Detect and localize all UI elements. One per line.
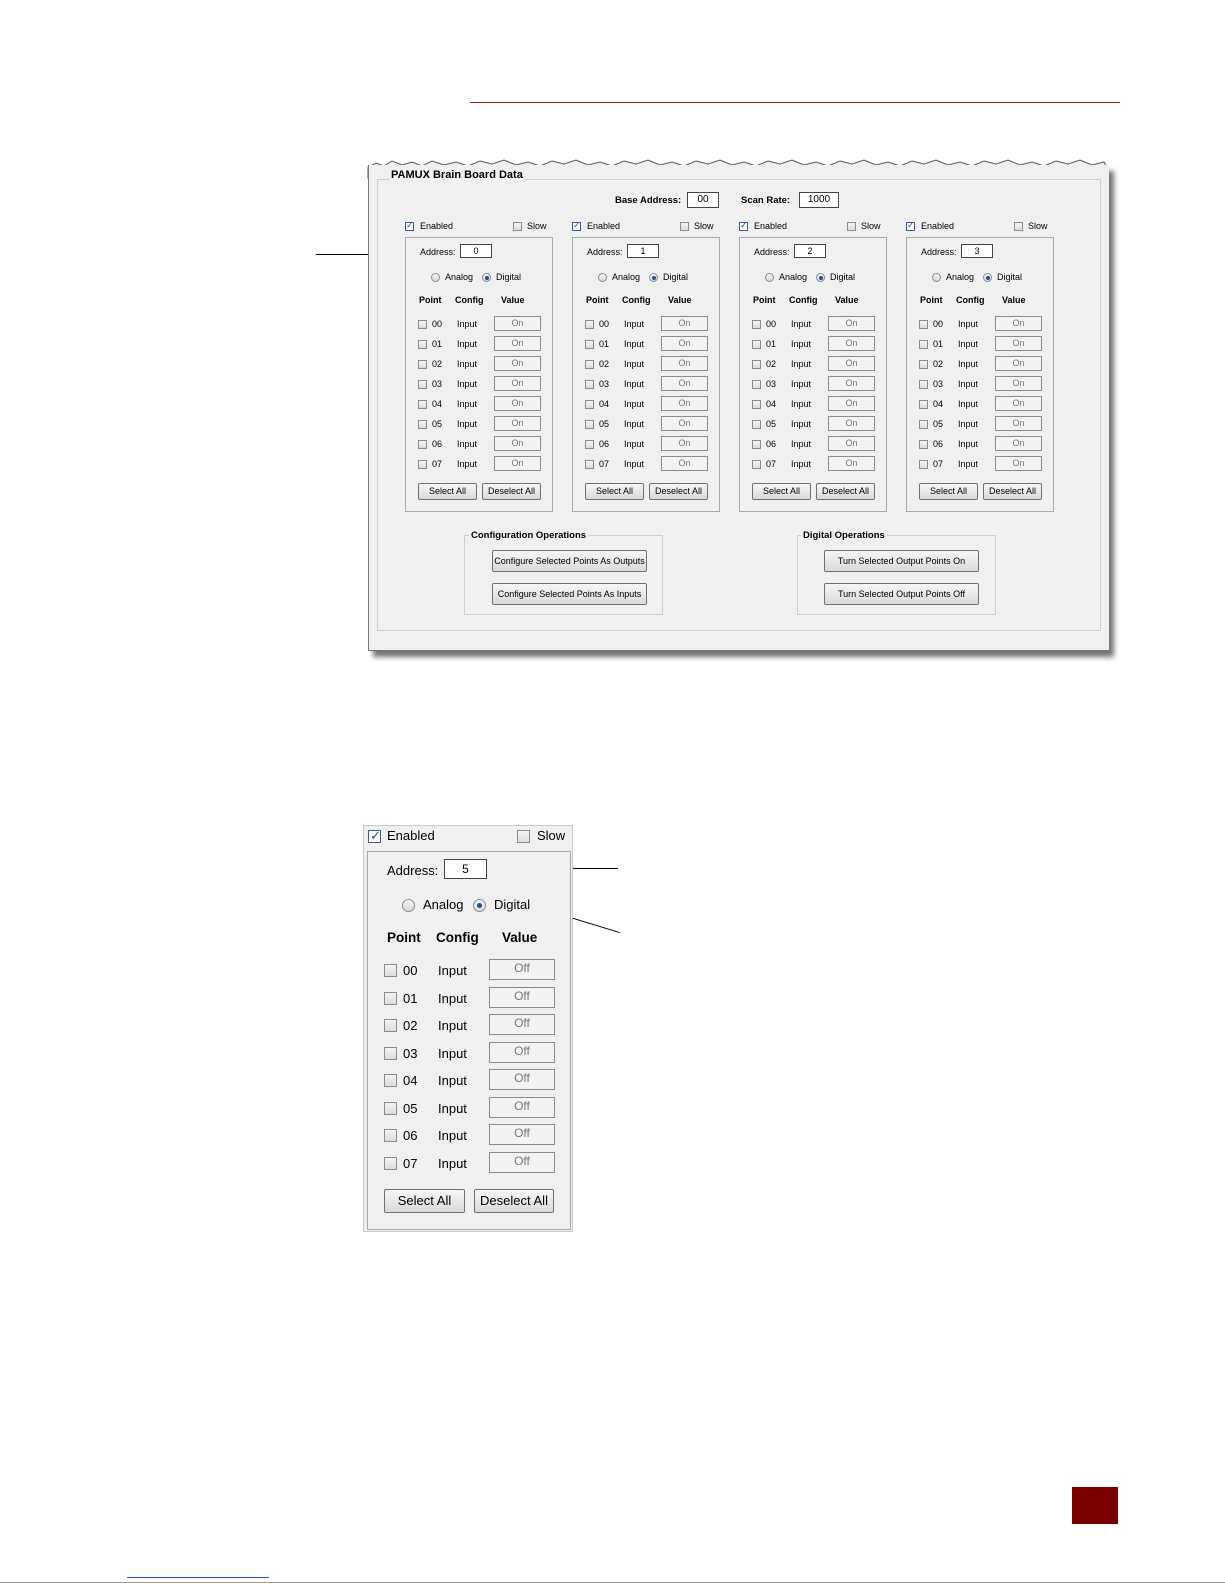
base-address-label: Base Address: xyxy=(615,195,682,206)
point-config: Input xyxy=(457,459,478,469)
analog-radio[interactable] xyxy=(402,899,415,912)
point-number: 07 xyxy=(766,459,777,469)
point-value: On xyxy=(661,436,708,451)
point-config: Input xyxy=(457,419,478,429)
point-config: Input xyxy=(958,439,979,449)
point-value: On xyxy=(494,436,541,451)
point-config: Input xyxy=(791,319,812,329)
point-checkbox[interactable] xyxy=(752,460,761,469)
select-all-button[interactable]: Select All xyxy=(752,483,811,500)
point-value: On xyxy=(661,316,708,331)
digital-ops-title: Digital Operations xyxy=(803,530,885,541)
point-checkbox[interactable] xyxy=(418,460,427,469)
point-checkbox[interactable] xyxy=(752,360,761,369)
select-all-button[interactable]: Select All xyxy=(418,483,477,500)
point-value: On xyxy=(995,376,1042,391)
point-config: Input xyxy=(624,459,645,469)
point-config: Input xyxy=(438,1100,467,1116)
point-config: Input xyxy=(457,439,478,449)
point-config: Input xyxy=(438,1155,467,1171)
group-title: PAMUX Brain Board Data xyxy=(391,169,523,181)
point-value: On xyxy=(494,356,541,371)
point-number: 02 xyxy=(432,359,443,369)
point-config: Input xyxy=(438,1045,467,1061)
point-value: On xyxy=(828,356,875,371)
point-checkbox[interactable] xyxy=(418,320,427,329)
point-checkbox[interactable] xyxy=(585,400,594,409)
analog-label: Analog xyxy=(946,272,975,282)
address-input[interactable]: 5 xyxy=(444,859,487,879)
zoomed-panel-window xyxy=(363,825,573,1232)
point-checkbox[interactable] xyxy=(752,400,761,409)
slow-checkbox[interactable] xyxy=(513,222,522,231)
slow-checkbox[interactable] xyxy=(517,830,530,843)
point-value: On xyxy=(661,396,708,411)
analog-radio[interactable] xyxy=(765,273,774,282)
col-point-header: Point xyxy=(586,295,609,305)
point-config: Input xyxy=(457,339,478,349)
point-checkbox[interactable] xyxy=(919,460,928,469)
enabled-label: Enabled xyxy=(387,828,435,843)
point-config: Input xyxy=(457,399,478,409)
select-all-button[interactable]: Select All xyxy=(384,1189,465,1213)
digital-radio[interactable] xyxy=(482,273,491,282)
digital-label: Digital xyxy=(830,272,856,282)
point-number: 03 xyxy=(432,379,443,389)
point-number: 00 xyxy=(403,963,418,978)
point-config: Input xyxy=(624,399,645,409)
analog-label: Analog xyxy=(423,897,464,912)
digital-label: Digital xyxy=(494,897,531,912)
enabled-checkbox[interactable] xyxy=(739,222,748,231)
point-checkbox[interactable] xyxy=(752,420,761,429)
point-checkbox[interactable] xyxy=(919,340,928,349)
address-label: Address: xyxy=(387,863,439,878)
point-number: 01 xyxy=(933,339,944,349)
address-label: Address: xyxy=(420,247,456,257)
point-number: 02 xyxy=(933,359,944,369)
point-number: 04 xyxy=(432,399,443,409)
col-point-header: Point xyxy=(419,295,442,305)
point-config: Input xyxy=(457,319,478,329)
point-number: 00 xyxy=(599,319,610,329)
point-checkbox[interactable] xyxy=(919,400,928,409)
enabled-label: Enabled xyxy=(420,221,454,231)
point-value: On xyxy=(995,456,1042,471)
header-rule xyxy=(470,102,1120,103)
point-config: Input xyxy=(958,419,979,429)
point-value: On xyxy=(828,396,875,411)
point-number: 06 xyxy=(766,439,777,449)
point-value: On xyxy=(661,376,708,391)
digital-label: Digital xyxy=(997,272,1023,282)
digital-radio[interactable] xyxy=(649,273,658,282)
point-config: Input xyxy=(438,963,467,978)
point-value: Off xyxy=(489,987,555,1008)
point-checkbox[interactable] xyxy=(752,380,761,389)
point-checkbox[interactable] xyxy=(919,380,928,389)
col-value-header: Value xyxy=(501,295,525,305)
point-checkbox[interactable] xyxy=(418,380,427,389)
enabled-checkbox[interactable] xyxy=(906,222,915,231)
point-number: 05 xyxy=(933,419,944,429)
col-config-header: Config xyxy=(622,295,651,305)
address-input[interactable]: 3 xyxy=(961,244,993,258)
point-config: Input xyxy=(438,1073,467,1088)
point-value: On xyxy=(494,396,541,411)
deselect-all-button[interactable]: Deselect All xyxy=(983,483,1042,500)
point-value: On xyxy=(661,356,708,371)
analog-radio[interactable] xyxy=(932,273,941,282)
point-checkbox[interactable] xyxy=(752,340,761,349)
point-value: Off xyxy=(489,1069,555,1090)
configure-inputs-button[interactable]: Configure Selected Points As Inputs xyxy=(492,583,647,605)
point-value: On xyxy=(494,416,541,431)
point-checkbox[interactable] xyxy=(585,440,594,449)
point-checkbox[interactable] xyxy=(418,400,427,409)
point-number: 00 xyxy=(432,319,443,329)
point-number: 02 xyxy=(403,1018,418,1033)
point-config: Input xyxy=(624,439,645,449)
point-number: 04 xyxy=(766,399,777,409)
point-config: Input xyxy=(791,399,812,409)
point-number: 00 xyxy=(766,319,777,329)
turn-outputs-off-button[interactable]: Turn Selected Output Points Off xyxy=(824,583,979,605)
point-number: 07 xyxy=(599,459,610,469)
point-number: 01 xyxy=(766,339,777,349)
point-config: Input xyxy=(791,439,812,449)
point-number: 05 xyxy=(432,419,443,429)
point-value: Off xyxy=(489,1097,555,1118)
point-checkbox[interactable] xyxy=(919,360,928,369)
point-config: Input xyxy=(958,359,979,369)
col-config-header: Config xyxy=(455,295,484,305)
point-number: 07 xyxy=(403,1155,418,1171)
point-checkbox[interactable] xyxy=(752,320,761,329)
point-value: Off xyxy=(489,1152,555,1173)
point-number: 05 xyxy=(403,1100,418,1116)
point-value: Off xyxy=(489,1014,555,1035)
point-value: On xyxy=(494,376,541,391)
point-number: 04 xyxy=(403,1073,418,1088)
point-checkbox[interactable] xyxy=(384,964,397,977)
point-number: 04 xyxy=(933,399,944,409)
point-config: Input xyxy=(958,459,979,469)
point-checkbox[interactable] xyxy=(418,420,427,429)
point-number: 07 xyxy=(432,459,443,469)
point-config: Input xyxy=(438,1128,467,1143)
point-checkbox[interactable] xyxy=(384,992,397,1005)
scan-rate-label: Scan Rate: xyxy=(741,195,791,206)
scan-rate-input[interactable]: 1000 xyxy=(799,192,839,208)
analog-radio[interactable] xyxy=(431,273,440,282)
point-config: Input xyxy=(958,399,979,409)
point-checkbox[interactable] xyxy=(585,320,594,329)
slow-label: Slow xyxy=(1028,221,1048,231)
point-number: 04 xyxy=(599,399,610,409)
address-input[interactable]: 2 xyxy=(794,244,826,258)
slow-checkbox[interactable] xyxy=(680,222,689,231)
point-config: Input xyxy=(457,359,478,369)
point-value: Off xyxy=(489,1124,555,1145)
enabled-checkbox[interactable] xyxy=(572,222,581,231)
point-checkbox[interactable] xyxy=(384,1129,397,1142)
point-number: 05 xyxy=(766,419,777,429)
point-config: Input xyxy=(624,319,645,329)
point-config: Input xyxy=(791,419,812,429)
deselect-all-button[interactable]: Deselect All xyxy=(474,1189,554,1213)
point-config: Input xyxy=(958,339,979,349)
point-value: On xyxy=(995,396,1042,411)
point-number: 03 xyxy=(933,379,944,389)
point-checkbox[interactable] xyxy=(585,380,594,389)
point-number: 06 xyxy=(599,439,610,449)
point-number: 07 xyxy=(933,459,944,469)
select-all-button[interactable]: Select All xyxy=(585,483,644,500)
configure-outputs-button[interactable]: Configure Selected Points As Outputs xyxy=(492,550,647,572)
col-point-header: Point xyxy=(753,295,776,305)
point-number: 05 xyxy=(599,419,610,429)
col-config-header: Config xyxy=(436,930,479,945)
point-value: On xyxy=(828,376,875,391)
col-value-header: Value xyxy=(835,295,859,305)
point-config: Input xyxy=(791,359,812,369)
point-checkbox[interactable] xyxy=(752,440,761,449)
col-value-header: Value xyxy=(502,930,538,945)
select-all-button[interactable]: Select All xyxy=(919,483,978,500)
point-value: On xyxy=(828,456,875,471)
digital-label: Digital xyxy=(663,272,689,282)
address-input[interactable]: 0 xyxy=(460,244,492,258)
point-value: On xyxy=(828,336,875,351)
digital-radio[interactable] xyxy=(816,273,825,282)
address-label: Address: xyxy=(921,247,957,257)
point-config: Input xyxy=(791,459,812,469)
col-config-header: Config xyxy=(956,295,985,305)
address-label: Address: xyxy=(587,247,623,257)
point-checkbox[interactable] xyxy=(384,1157,397,1170)
point-value: On xyxy=(995,336,1042,351)
point-checkbox[interactable] xyxy=(384,1102,397,1115)
enabled-label: Enabled xyxy=(754,221,788,231)
point-config: Input xyxy=(958,319,979,329)
config-ops-title: Configuration Operations xyxy=(471,530,587,541)
col-config-header: Config xyxy=(789,295,818,305)
page-number-badge xyxy=(1072,1487,1118,1524)
brain-board-window xyxy=(368,165,1109,651)
point-config: Input xyxy=(457,379,478,389)
point-number: 03 xyxy=(766,379,777,389)
point-config: Input xyxy=(958,379,979,389)
point-checkbox[interactable] xyxy=(418,360,427,369)
point-number: 01 xyxy=(403,990,418,1006)
point-number: 03 xyxy=(599,379,610,389)
point-checkbox[interactable] xyxy=(384,1019,397,1032)
point-checkbox[interactable] xyxy=(585,360,594,369)
point-checkbox[interactable] xyxy=(418,440,427,449)
point-config: Input xyxy=(438,1018,467,1033)
slow-label: Slow xyxy=(694,221,714,231)
slow-label: Slow xyxy=(527,221,547,231)
address-input[interactable]: 1 xyxy=(627,244,659,258)
point-config: Input xyxy=(624,359,645,369)
deselect-all-button[interactable]: Deselect All xyxy=(649,483,708,500)
point-config: Input xyxy=(624,419,645,429)
col-point-header: Point xyxy=(920,295,943,305)
point-value: On xyxy=(995,316,1042,331)
point-config: Input xyxy=(624,379,645,389)
col-value-header: Value xyxy=(668,295,692,305)
point-number: 00 xyxy=(933,319,944,329)
point-value: On xyxy=(661,456,708,471)
point-value: On xyxy=(828,316,875,331)
point-checkbox[interactable] xyxy=(585,460,594,469)
point-value: On xyxy=(995,436,1042,451)
point-value: On xyxy=(494,336,541,351)
point-config: Input xyxy=(438,990,467,1006)
point-value: Off xyxy=(489,959,555,980)
col-value-header: Value xyxy=(1002,295,1026,305)
point-value: On xyxy=(661,416,708,431)
slow-label: Slow xyxy=(861,221,881,231)
base-address-input[interactable]: 00 xyxy=(687,192,719,208)
analog-radio[interactable] xyxy=(598,273,607,282)
slow-label: Slow xyxy=(537,828,566,843)
slow-checkbox[interactable] xyxy=(1014,222,1023,231)
point-number: 01 xyxy=(432,339,443,349)
point-checkbox[interactable] xyxy=(418,340,427,349)
point-checkbox[interactable] xyxy=(384,1074,397,1087)
footer-link[interactable] xyxy=(127,1577,269,1578)
point-checkbox[interactable] xyxy=(585,420,594,429)
digital-radio[interactable] xyxy=(473,899,486,912)
point-number: 02 xyxy=(599,359,610,369)
col-point-header: Point xyxy=(387,930,421,945)
deselect-all-button[interactable]: Deselect All xyxy=(482,483,541,500)
point-checkbox[interactable] xyxy=(919,440,928,449)
point-value: On xyxy=(995,356,1042,371)
point-checkbox[interactable] xyxy=(919,320,928,329)
point-number: 01 xyxy=(599,339,610,349)
point-number: 06 xyxy=(933,439,944,449)
analog-label: Analog xyxy=(612,272,641,282)
footer-rule xyxy=(0,1582,1225,1583)
point-checkbox[interactable] xyxy=(384,1047,397,1060)
address-label: Address: xyxy=(754,247,790,257)
point-number: 03 xyxy=(403,1045,418,1061)
enabled-label: Enabled xyxy=(921,221,955,231)
digital-radio[interactable] xyxy=(983,273,992,282)
point-value: On xyxy=(494,316,541,331)
enabled-checkbox[interactable] xyxy=(405,222,414,231)
point-checkbox[interactable] xyxy=(919,420,928,429)
digital-label: Digital xyxy=(496,272,522,282)
point-value: Off xyxy=(489,1042,555,1063)
point-value: On xyxy=(828,436,875,451)
analog-label: Analog xyxy=(779,272,808,282)
point-value: On xyxy=(995,416,1042,431)
point-config: Input xyxy=(791,339,812,349)
point-value: On xyxy=(828,416,875,431)
slow-checkbox[interactable] xyxy=(847,222,856,231)
turn-outputs-on-button[interactable]: Turn Selected Output Points On xyxy=(824,550,979,572)
analog-label: Analog xyxy=(445,272,474,282)
point-number: 06 xyxy=(403,1128,418,1143)
point-config: Input xyxy=(624,339,645,349)
point-number: 02 xyxy=(766,359,777,369)
enabled-checkbox[interactable] xyxy=(368,830,381,843)
point-config: Input xyxy=(791,379,812,389)
zoom-panel-frame xyxy=(367,851,571,1230)
point-value: On xyxy=(661,336,708,351)
point-value: On xyxy=(494,456,541,471)
deselect-all-button[interactable]: Deselect All xyxy=(816,483,875,500)
point-checkbox[interactable] xyxy=(585,340,594,349)
enabled-label: Enabled xyxy=(587,221,621,231)
point-number: 06 xyxy=(432,439,443,449)
